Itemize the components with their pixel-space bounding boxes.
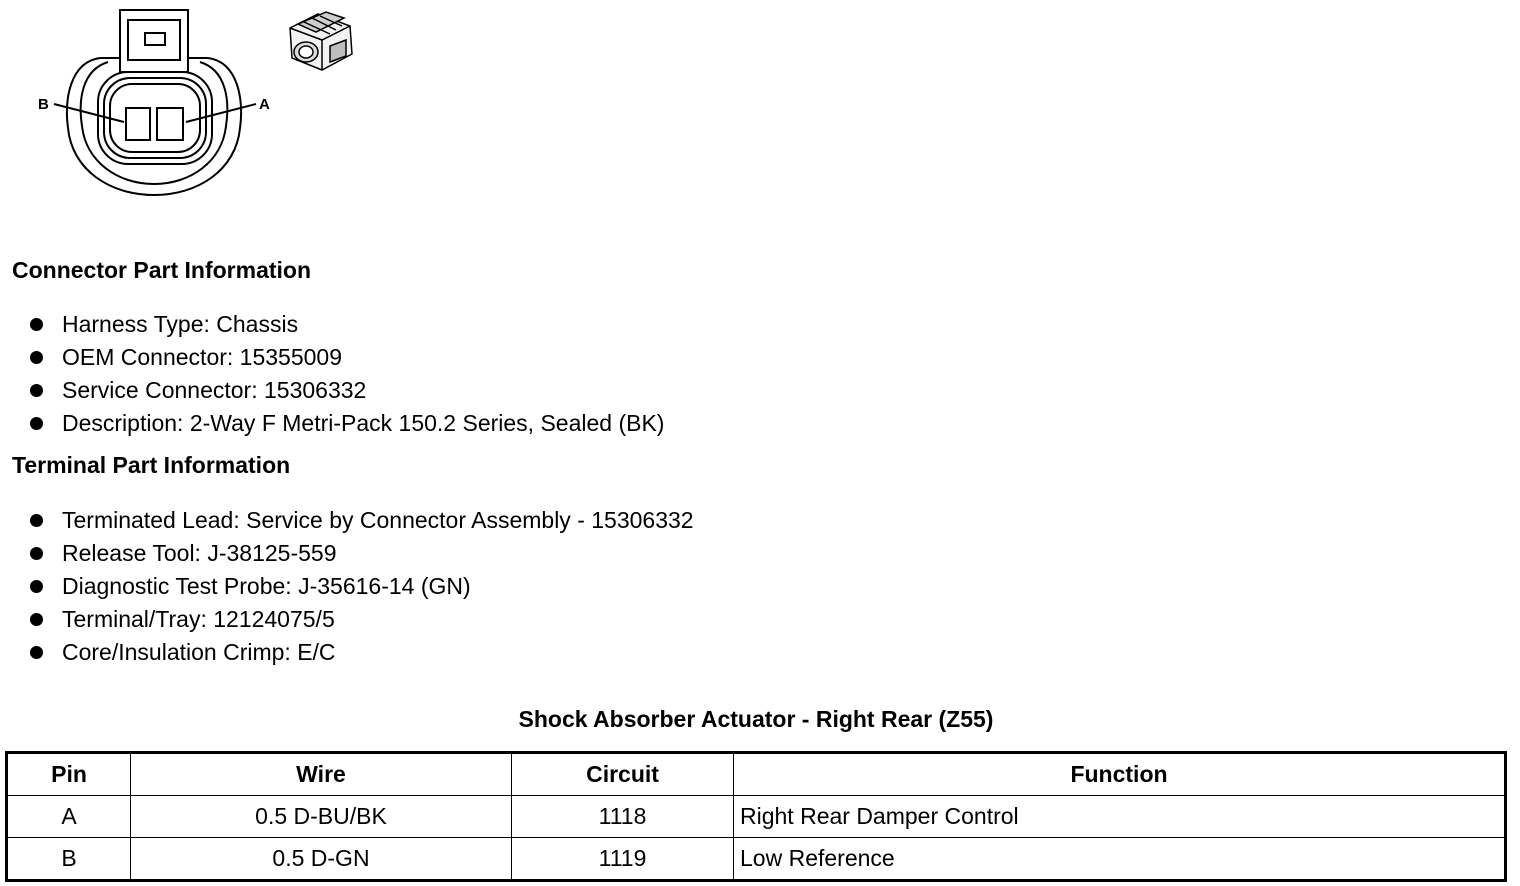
terminal-info-list bbox=[28, 504, 694, 669]
pin-label-b: B bbox=[38, 96, 49, 113]
cell-wire: 0.5 D-GN bbox=[131, 838, 512, 881]
list-item: Core/Insulation Crimp: E/C bbox=[28, 636, 694, 669]
bullet-icon bbox=[30, 646, 43, 659]
header-wire: Wire bbox=[131, 753, 512, 796]
list-item: Terminal/Tray: 12124075/5 bbox=[28, 603, 694, 636]
cell-pin: A bbox=[7, 796, 131, 838]
pin-table bbox=[5, 751, 1507, 882]
list-item: Service Connector: 15306332 bbox=[28, 374, 664, 407]
list-item: Description: 2-Way F Metri-Pack 150.2 Series, Sealed (BK) bbox=[28, 407, 664, 440]
header-function: Function bbox=[734, 753, 1506, 796]
pin-table-title: Shock Absorber Actuator - Right Rear (Z55) bbox=[518, 706, 994, 732]
table-row bbox=[7, 838, 1506, 881]
cell-pin: B bbox=[7, 838, 131, 881]
cell-circuit: 1118 bbox=[512, 796, 734, 838]
list-item: Terminated Lead: Service by Connector Assembly - 15306332 bbox=[28, 504, 694, 537]
cell-function: Right Rear Damper Control bbox=[734, 796, 1506, 838]
bullet-icon bbox=[30, 547, 43, 560]
connector-3d-thumbnail bbox=[290, 12, 352, 70]
bullet-icon bbox=[30, 351, 43, 364]
list-item: OEM Connector: 15355009 bbox=[28, 341, 664, 374]
header-circuit: Circuit bbox=[512, 753, 734, 796]
list-item: Diagnostic Test Probe: J-35616-14 (GN) bbox=[28, 570, 694, 603]
cell-circuit: 1119 bbox=[512, 838, 734, 881]
connector-diagram bbox=[0, 0, 380, 205]
connector-face-illustration bbox=[0, 0, 380, 205]
header-pin: Pin bbox=[7, 753, 131, 796]
table-row bbox=[7, 796, 1506, 838]
pin-label-a: A bbox=[259, 96, 270, 113]
connector-info-heading: Connector Part Information bbox=[12, 257, 312, 283]
bullet-icon bbox=[30, 613, 43, 626]
table-header-row bbox=[7, 753, 1506, 796]
bullet-icon bbox=[30, 384, 43, 397]
connector-info-list bbox=[28, 308, 664, 440]
terminal-info-heading: Terminal Part Information bbox=[12, 452, 291, 478]
bullet-icon bbox=[30, 514, 43, 527]
list-item: Release Tool: J-38125-559 bbox=[28, 537, 694, 570]
bullet-icon bbox=[30, 417, 43, 430]
cell-wire: 0.5 D-BU/BK bbox=[131, 796, 512, 838]
list-item: Harness Type: Chassis bbox=[28, 308, 664, 341]
bullet-icon bbox=[30, 580, 43, 593]
cell-function: Low Reference bbox=[734, 838, 1506, 881]
bullet-icon bbox=[30, 318, 43, 331]
